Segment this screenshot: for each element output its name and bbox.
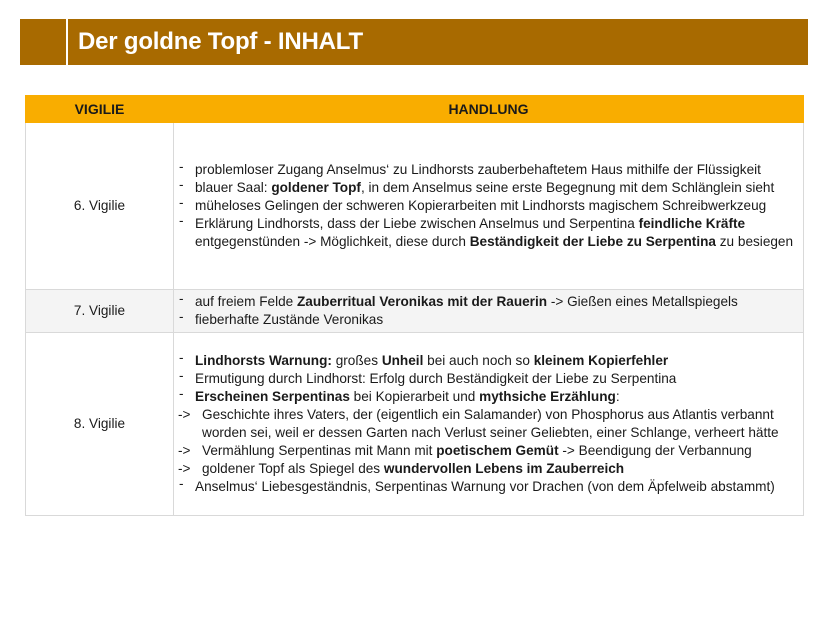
bold-text: Erscheinen Serpentinas — [195, 389, 350, 404]
bold-text: wundervollen Lebens im Zauberreich — [383, 461, 625, 476]
text: Erklärung Lindhorsts, dass der Liebe zwischen Anselmus und Serpentina — [195, 216, 639, 231]
text: -> Gießen eines Metallspiegels — [547, 294, 738, 309]
header-handlung: HANDLUNG — [174, 96, 804, 123]
text: fieberhafte Zustände Veronikas — [195, 312, 384, 327]
list-item — [178, 370, 797, 388]
list-marker: - — [179, 159, 184, 174]
text: problemloser Zugang Anselmus‘ zu Lindhorsts zauberbehaftetem Haus mithilfe der Flüssigkeit — [195, 162, 761, 177]
list-item — [178, 215, 797, 251]
handlung-cell — [174, 123, 804, 290]
list-marker: - — [179, 386, 184, 401]
list-marker: - — [179, 476, 184, 491]
list-item — [178, 460, 797, 478]
table-header-row — [26, 96, 804, 123]
text: auf freiem Felde — [195, 294, 297, 309]
list-marker: - — [179, 368, 184, 383]
handlung-cell — [174, 333, 804, 516]
title-accent-line — [66, 19, 68, 65]
list-item — [178, 293, 797, 311]
list-item — [178, 406, 797, 442]
text: Geschichte ihres Vaters, der (eigentlich ein Salamander) von Phosphorus aus Atlantis verbannt worden sei, weil er dessen Garten nach Verlust seiner Geliebten, einer Schlange, verheert hätte — [202, 407, 779, 440]
text: bei Kopierarbeit und — [349, 389, 480, 404]
text: , in dem Anselmus seine erste Begegnung mit dem Schlänglein sieht — [360, 180, 775, 195]
list-item — [178, 161, 797, 179]
text: : — [615, 389, 620, 404]
list-item — [178, 478, 797, 496]
list-marker: -> — [178, 443, 191, 458]
bold-text: goldener Topf — [271, 180, 361, 195]
list-item — [178, 388, 797, 406]
list-item — [178, 197, 797, 215]
text: großes — [331, 353, 382, 368]
vigilie-cell: 6. Vigilie — [26, 123, 174, 290]
page-title: Der goldne Topf - INHALT — [78, 28, 363, 55]
bold-text: mythsiche Erzählung — [479, 389, 616, 404]
bold-text: feindliche Kräfte — [638, 216, 746, 231]
list-marker: - — [179, 350, 184, 365]
bold-text: Beständigkeit der Liebe zu Serpentina — [469, 234, 716, 249]
text: Vermählung Serpentinas mit Mann mit — [202, 443, 437, 458]
vigilie-cell: 7. Vigilie — [26, 290, 174, 333]
list-marker: -> — [178, 461, 191, 476]
text: goldener Topf als Spiegel des — [202, 461, 384, 476]
title-bar — [20, 19, 808, 65]
list-marker: - — [179, 291, 184, 306]
vigilie-cell: 8. Vigilie — [26, 333, 174, 516]
header-vigilie: VIGILIE — [26, 96, 174, 123]
text: entgegenstünden -> Möglichkeit, diese durch — [195, 234, 470, 249]
bold-text: kleinem Kopierfehler — [533, 353, 669, 368]
list-marker: - — [179, 195, 184, 210]
text: zu besiegen — [715, 234, 794, 249]
list-marker: - — [179, 309, 184, 324]
list-item — [178, 311, 797, 329]
text: Ermutigung durch Lindhorst: Erfolg durch Beständigkeit der Liebe zu Serpentina — [195, 371, 677, 386]
text: blauer Saal: — [195, 180, 272, 195]
table-row — [26, 333, 804, 516]
bold-text: Zauberritual Veronikas mit der Rauerin — [297, 294, 548, 309]
list-marker: -> — [178, 407, 191, 422]
list-marker: - — [179, 213, 184, 228]
text: -> Beendigung der Verbannung — [558, 443, 752, 458]
table-row — [26, 290, 804, 333]
list-item — [178, 352, 797, 370]
list-item — [178, 442, 797, 460]
list-item — [178, 179, 797, 197]
table-row — [26, 123, 804, 290]
handlung-cell — [174, 290, 804, 333]
text: Anselmus‘ Liebesgeständnis, Serpentinas Warnung vor Drachen (von dem Äpfelweib abstammt) — [195, 479, 775, 494]
bold-text: Lindhorsts Warnung: — [195, 353, 332, 368]
bold-text: poetischem Gemüt — [436, 443, 559, 458]
bold-text: Unheil — [381, 353, 424, 368]
text: müheloses Gelingen der schweren Kopierarbeiten mit Lindhorsts magischem Schreibwerkzeug — [195, 198, 767, 213]
list-marker: - — [179, 177, 184, 192]
content-table — [25, 95, 804, 516]
text: bei auch noch so — [423, 353, 534, 368]
